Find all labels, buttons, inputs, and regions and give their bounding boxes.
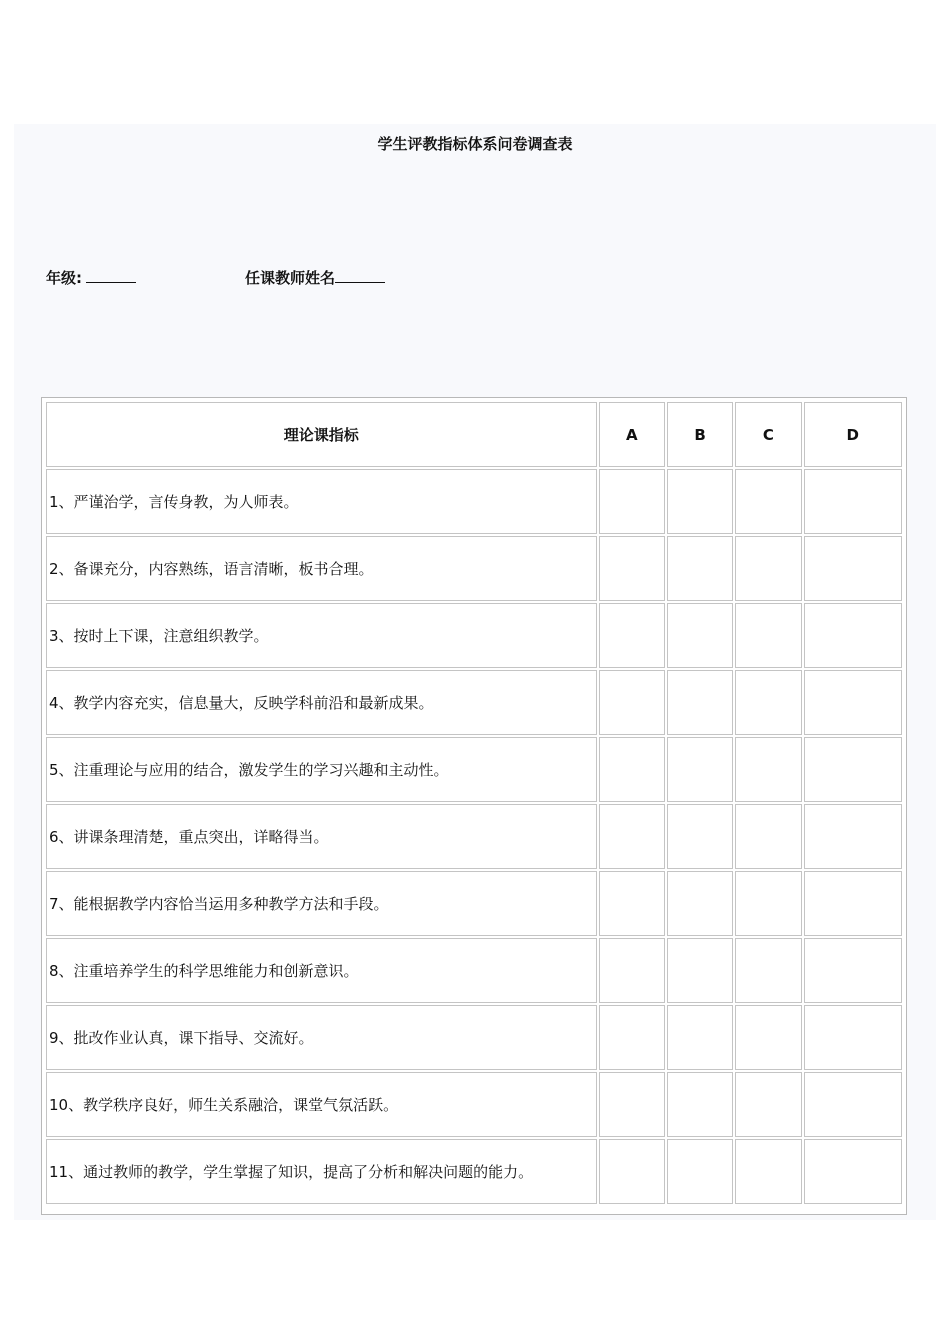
- rating-cell-b[interactable]: [667, 938, 733, 1003]
- rating-cell-d[interactable]: [804, 804, 902, 869]
- rating-cell-c[interactable]: [735, 469, 801, 534]
- rating-cell-a[interactable]: [599, 1139, 665, 1204]
- table-row: [46, 1005, 902, 1070]
- grade-header-d: D: [804, 402, 902, 467]
- survey-table-frame: [41, 397, 907, 1215]
- criterion-text: 11、通过教师的教学，学生掌握了知识，提高了分析和解决问题的能力。: [46, 1139, 597, 1204]
- rating-cell-b[interactable]: [667, 871, 733, 936]
- rating-cell-d[interactable]: [804, 1139, 902, 1204]
- criterion-text: 1、严谨治学，言传身教，为人师表。: [46, 469, 597, 534]
- criterion-text: 5、注重理论与应用的结合，激发学生的学习兴趣和主动性。: [46, 737, 597, 802]
- survey-table: [44, 400, 904, 1206]
- rating-cell-a[interactable]: [599, 938, 665, 1003]
- table-row: [46, 737, 902, 802]
- rating-cell-a[interactable]: [599, 469, 665, 534]
- header-row: [46, 402, 902, 467]
- table-row: [46, 1072, 902, 1137]
- table-row: [46, 603, 902, 668]
- teacher-blank[interactable]: [335, 266, 385, 283]
- rating-cell-d[interactable]: [804, 670, 902, 735]
- rating-cell-a[interactable]: [599, 737, 665, 802]
- rating-cell-b[interactable]: [667, 804, 733, 869]
- rating-cell-b[interactable]: [667, 670, 733, 735]
- table-row: [46, 938, 902, 1003]
- criterion-text: 10、教学秩序良好，师生关系融洽，课堂气氛活跃。: [46, 1072, 597, 1137]
- rating-cell-b[interactable]: [667, 1072, 733, 1137]
- rating-cell-c[interactable]: [735, 603, 801, 668]
- grade-header-a: A: [599, 402, 665, 467]
- rating-cell-d[interactable]: [804, 1005, 902, 1070]
- rating-cell-c[interactable]: [735, 1072, 801, 1137]
- rating-cell-b[interactable]: [667, 1005, 733, 1070]
- grade-header-c: C: [735, 402, 801, 467]
- rating-cell-d[interactable]: [804, 536, 902, 601]
- criterion-text: 6、讲课条理清楚，重点突出，详略得当。: [46, 804, 597, 869]
- rating-cell-b[interactable]: [667, 536, 733, 601]
- teacher-label: 任课教师姓名: [245, 269, 336, 287]
- criteria-header: 理论课指标: [46, 402, 597, 467]
- rating-cell-c[interactable]: [735, 536, 801, 601]
- document-title: 学生评教指标体系问卷调查表: [377, 135, 573, 153]
- rating-cell-c[interactable]: [735, 670, 801, 735]
- rating-cell-d[interactable]: [804, 938, 902, 1003]
- rating-cell-b[interactable]: [667, 737, 733, 802]
- rating-cell-c[interactable]: [735, 871, 801, 936]
- rating-cell-b[interactable]: [667, 469, 733, 534]
- table-row: [46, 469, 902, 534]
- rating-cell-d[interactable]: [804, 1072, 902, 1137]
- rating-cell-d[interactable]: [804, 469, 902, 534]
- rating-cell-c[interactable]: [735, 938, 801, 1003]
- rating-cell-c[interactable]: [735, 1139, 801, 1204]
- rating-cell-d[interactable]: [804, 603, 902, 668]
- grade-label: 年级:: [46, 269, 82, 287]
- criterion-text: 8、注重培养学生的科学思维能力和创新意识。: [46, 938, 597, 1003]
- rating-cell-c[interactable]: [735, 804, 801, 869]
- meta-row: [46, 266, 906, 290]
- table-row: [46, 871, 902, 936]
- rating-cell-a[interactable]: [599, 1005, 665, 1070]
- grade-blank[interactable]: [86, 266, 136, 283]
- rating-cell-a[interactable]: [599, 536, 665, 601]
- table-row: [46, 536, 902, 601]
- rating-cell-a[interactable]: [599, 603, 665, 668]
- criterion-text: 7、能根据教学内容恰当运用多种教学方法和手段。: [46, 871, 597, 936]
- teacher-field: [245, 266, 385, 288]
- rating-cell-a[interactable]: [599, 804, 665, 869]
- table-row: [46, 1139, 902, 1204]
- grade-header-b: B: [667, 402, 733, 467]
- criterion-text: 4、教学内容充实，信息量大，反映学科前沿和最新成果。: [46, 670, 597, 735]
- table-row: [46, 804, 902, 869]
- rating-cell-a[interactable]: [599, 670, 665, 735]
- table-row: [46, 670, 902, 735]
- criterion-text: 3、按时上下课，注意组织教学。: [46, 603, 597, 668]
- criterion-text: 2、备课充分，内容熟练，语言清晰，板书合理。: [46, 536, 597, 601]
- criterion-text: 9、批改作业认真，课下指导、交流好。: [46, 1005, 597, 1070]
- grade-field: [46, 266, 136, 288]
- rating-cell-b[interactable]: [667, 603, 733, 668]
- rating-cell-d[interactable]: [804, 737, 902, 802]
- rating-cell-d[interactable]: [804, 871, 902, 936]
- rating-cell-c[interactable]: [735, 1005, 801, 1070]
- rating-cell-a[interactable]: [599, 871, 665, 936]
- rating-cell-c[interactable]: [735, 737, 801, 802]
- rating-cell-a[interactable]: [599, 1072, 665, 1137]
- rating-cell-b[interactable]: [667, 1139, 733, 1204]
